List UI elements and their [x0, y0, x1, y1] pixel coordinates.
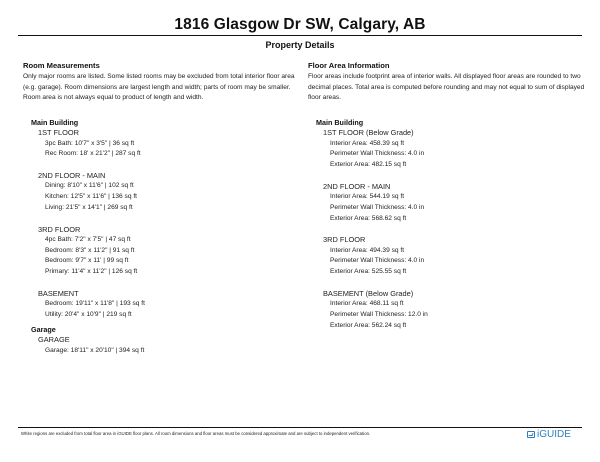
list-item: Interior Area: 468.11 sq ft	[330, 300, 404, 308]
floor-area-description: Floor areas include footprint area of interior walls. All displayed floor areas are rounded to two decimal places. Total area is computed before rounding and may not equal to sum of displayed floor areas.	[308, 73, 585, 101]
building-group	[23, 325, 295, 357]
floor-area-list	[308, 118, 588, 332]
list-item: Perimeter Wall Thickness: 4.0 in	[330, 257, 425, 265]
list-item: Interior Area: 458.39 sq ft	[330, 139, 405, 147]
list-item: 4pc Bath: 7'2" x 7'5" | 47 sq ft	[45, 236, 131, 244]
building-group	[308, 118, 588, 332]
list-item: Perimeter Wall Thickness: 4.0 in	[330, 150, 425, 158]
floor-area-section	[308, 60, 588, 335]
floor-name: BASEMENT	[38, 288, 79, 298]
footer-disclaimer: White regions are excluded from total floor area in iGUIDE floor plans. All room dimensions and floor areas must be considered approximate and are subject to independent verification.	[21, 431, 371, 436]
iguide-logo-icon	[527, 431, 535, 438]
floor-name: 1ST FLOOR	[38, 128, 79, 137]
floor-group	[23, 225, 295, 278]
building-name: Main Building	[316, 117, 364, 127]
floor-group	[308, 235, 588, 278]
building-name: Main Building	[31, 117, 79, 127]
list-item: Exterior Area: 482.15 sq ft	[330, 160, 407, 168]
list-item: Perimeter Wall Thickness: 12.0 in	[330, 311, 428, 319]
room-measurements-heading: Room Measurements	[23, 61, 100, 70]
room-measurements-section	[23, 60, 295, 360]
floor-group	[23, 171, 295, 214]
list-item: Exterior Area: 562.24 sq ft	[330, 321, 407, 329]
list-item: Kitchen: 12'5" x 11'6" | 136 sq ft	[45, 193, 137, 201]
floor-name: BASEMENT (Below Grade)	[323, 288, 414, 298]
floor-group	[308, 128, 588, 171]
list-item: Bedroom: 8'3" x 11'2" | 91 sq ft	[45, 246, 135, 254]
list-item: Primary: 11'4" x 11'2" | 126 sq ft	[45, 268, 138, 276]
floor-name: GARAGE	[38, 335, 70, 345]
list-item: Garage: 18'11" x 20'10" | 394 sq ft	[45, 346, 145, 354]
title-divider	[18, 35, 582, 36]
list-item: Rec Room: 18' x 21'2" | 287 sq ft	[45, 150, 141, 158]
floor-name: 3RD FLOOR	[323, 235, 366, 245]
floor-name: 2ND FLOOR - MAIN	[323, 181, 391, 191]
building-name: Garage	[31, 324, 56, 334]
list-item: Exterior Area: 568.62 sq ft	[330, 214, 407, 222]
list-item: Interior Area: 544.19 sq ft	[330, 193, 405, 201]
room-measurements-list	[23, 118, 295, 357]
room-measurements-description: Only major rooms are listed. Some listed rooms may be excluded from total interior floor area (e.g. garage). Room dimensions are largest length and width; parts of room may be smaller. Room area is not always equal to product of length and width.	[23, 73, 295, 101]
list-item: 3pc Bath: 10'7" x 3'5" | 36 sq ft	[45, 139, 135, 147]
page-title: 1816 Glasgow Dr SW, Calgary, AB	[174, 16, 426, 33]
list-item: Bedroom: 19'11" x 11'8" | 193 sq ft	[45, 300, 145, 308]
floor-group	[23, 335, 295, 356]
list-item: Living: 21'5" x 14'1" | 269 sq ft	[45, 203, 133, 211]
floor-group	[23, 128, 295, 160]
page-subtitle: Property Details	[265, 40, 335, 50]
floor-name: 1ST FLOOR (Below Grade)	[323, 128, 414, 137]
iguide-logo-text: iGUIDE	[537, 429, 571, 440]
floor-name: 3RD FLOOR	[38, 224, 81, 234]
floor-group	[23, 289, 295, 321]
list-item: Dining: 8'10" x 11'6" | 102 sq ft	[45, 182, 134, 190]
list-item: Utility: 20'4" x 10'9" | 219 sq ft	[45, 311, 132, 319]
footer-divider	[18, 427, 582, 428]
list-item: Exterior Area: 525.55 sq ft	[330, 268, 407, 276]
iguide-logo	[527, 429, 571, 440]
floor-group	[308, 289, 588, 332]
list-item: Perimeter Wall Thickness: 4.0 in	[330, 203, 425, 211]
list-item: Bedroom: 9'7" x 11' | 99 sq ft	[45, 257, 129, 265]
floor-group	[308, 182, 588, 225]
building-group	[23, 118, 295, 321]
list-item: Interior Area: 494.39 sq ft	[330, 246, 405, 254]
floor-name: 2ND FLOOR - MAIN	[38, 170, 106, 180]
floor-area-heading: Floor Area Information	[308, 61, 390, 70]
